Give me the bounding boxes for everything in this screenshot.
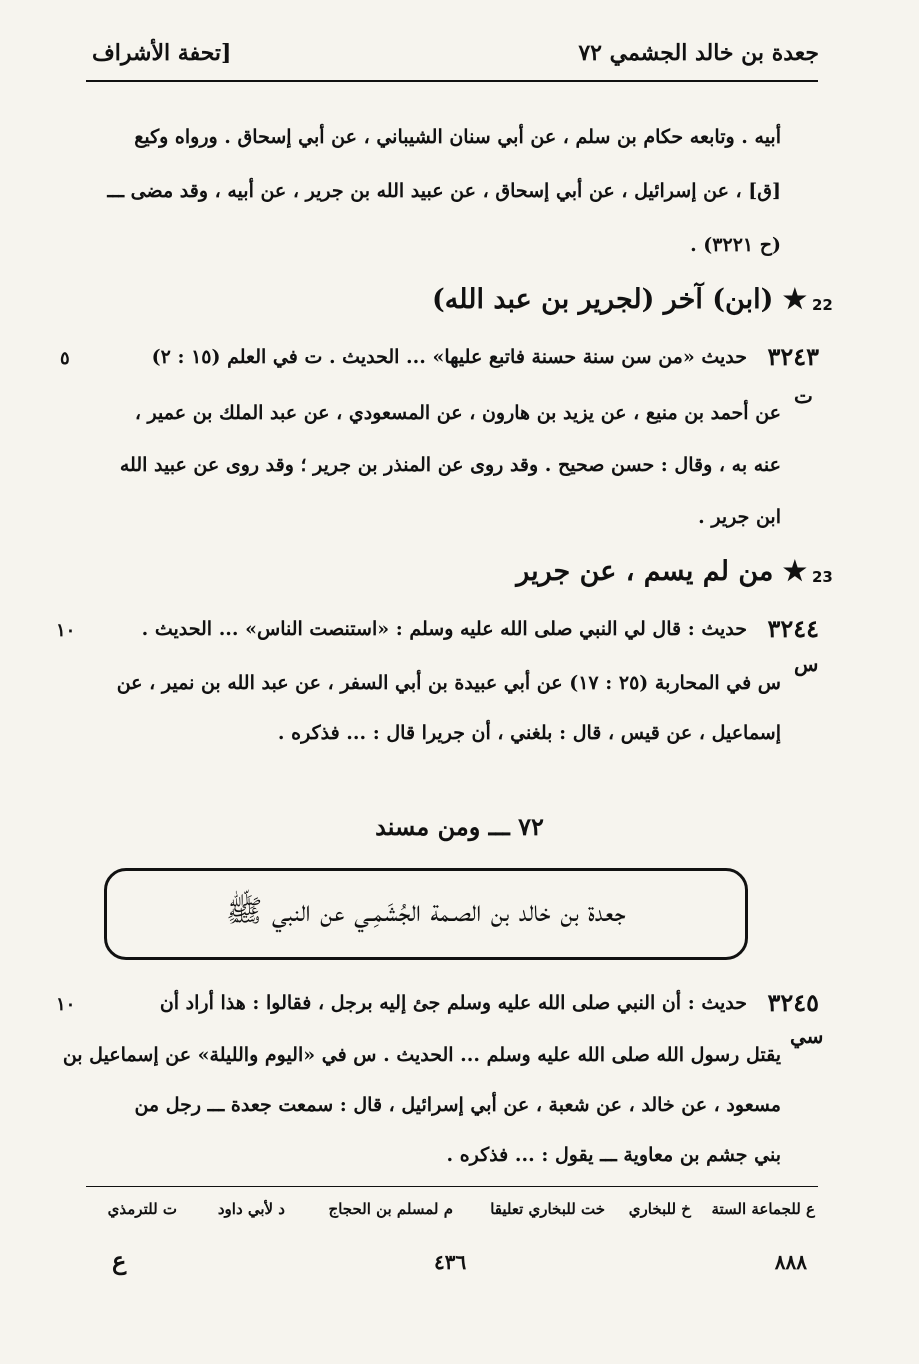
legend-item-5: د لأبي داود (217, 1200, 285, 1218)
hadith-3245-line-4: بني جشم بن معاوية ـــ يقول : ... فذكره . (446, 1144, 781, 1166)
hadith-3245-line-2: يقتل رسول الله صلى الله عليه وسلم ... الحديث . س في «اليوم والليلة» عن إسماعيل بن (62, 1044, 781, 1066)
hadith-3245-margin-siglum: سي (790, 1024, 824, 1048)
page-number-center: ٤٣٦ (434, 1250, 467, 1274)
top-line-3: (ح ٣٢٢١) . (690, 234, 781, 256)
section-23-title: ★ من لم يسم ، عن جرير (516, 556, 807, 587)
hadith-3243-margin-siglum: ت (794, 384, 813, 408)
page-number-right: ٨٨٨ (774, 1250, 807, 1274)
hadith-3243-line-4: ابن جرير . (698, 506, 781, 528)
musnad-heading: ٧٢ ـــ ومن مسند (375, 812, 544, 841)
hadith-3243-line-1: حديث «من سن سنة حسنة فاتبع عليها» ... الحديث . ت في العلم (١٥ : ٢) (151, 346, 747, 368)
hadith-3245-number: ٣٢٤٥ (767, 988, 819, 1017)
hadith-3244-line-2: س في المحاربة (٢٥ : ١٧) عن أبي عبيدة بن أبي السفر ، عن عبد الله بن نمير ، عن (116, 672, 781, 694)
hadith-3245-line-1: حديث : أن النبي صلى الله عليه وسلم جئ إليه برجل ، فقالوا : هذا أراد أن (159, 992, 747, 1014)
hadith-3244-line-1: حديث : قال لي النبي صلى الله عليه وسلم : «استنصت الناس» ... الحديث . (141, 618, 747, 640)
hadith-3243-number: ٣٢٤٣ (767, 342, 819, 371)
legend-item-1: ع للجماعة الستة (711, 1200, 815, 1218)
section-23-index: 23 (812, 568, 833, 586)
hadith-3244-margin-siglum: س (794, 652, 819, 676)
running-title-left: [تحفة الأشراف (92, 40, 232, 66)
hadith-3245-margin-number: ١٠ (56, 994, 76, 1015)
hadith-3245-line-3: مسعود ، عن خالد ، عن شعبة ، عن أبي إسرائيل ، قال : سمعت جعدة ـــ رجل من (134, 1094, 781, 1116)
hadith-3244-number: ٣٢٤٤ (767, 614, 819, 643)
running-title-right: جعدة بن خالد الجشمي ٧٢ (578, 40, 819, 66)
hadith-3243-line-2: عن أحمد بن منيع ، عن يزيد بن هارون ، عن المسعودي ، عن عبد الملك بن عمير ، (134, 402, 781, 424)
legend-item-3: خت للبخاري تعليقا (490, 1200, 605, 1218)
legend-item-6: ت للترمذي (107, 1200, 177, 1218)
hadith-3244-line-3: إسماعيل ، عن قيس ، قال : بلغني ، أن جريرا قال : ... فذكره . (277, 722, 781, 744)
page-mark-left: ع (112, 1246, 127, 1275)
legend-item-2: خ للبخاري (628, 1200, 691, 1218)
musnad-name: جعدة بن خالد بن الصـمة الجُشَمِـي عن النبي ﷺ (226, 894, 626, 929)
hadith-3244-margin-number: ١٠ (56, 620, 76, 641)
section-22-title: ★ (ابن) آخر (لجرير بن عبد الله) (432, 284, 807, 315)
legend-item-4: م لمسلم بن الحجاج (328, 1200, 453, 1218)
musnad-name-box (104, 868, 748, 960)
header-rule (86, 80, 818, 82)
hadith-3243-margin-number: ٥ (60, 348, 70, 369)
footnote-rule (86, 1186, 818, 1187)
section-22-index: 22 (812, 296, 833, 314)
top-line-2: [ق] ، عن إسرائيل ، عن أبي إسحاق ، عن عبيد الله بن جرير ، عن أبيه ، وقد مضى ـــ (107, 180, 781, 202)
hadith-3243-line-3: عنه به ، وقال : حسن صحيح . وقد روى عن المنذر بن جرير ؛ وقد روى عن عبيد الله (119, 454, 781, 476)
top-line-1: أبيه . وتابعه حكام بن سلم ، عن أبي سنان الشيباني ، عن أبي إسحاق . ورواه وكيع (134, 126, 781, 148)
